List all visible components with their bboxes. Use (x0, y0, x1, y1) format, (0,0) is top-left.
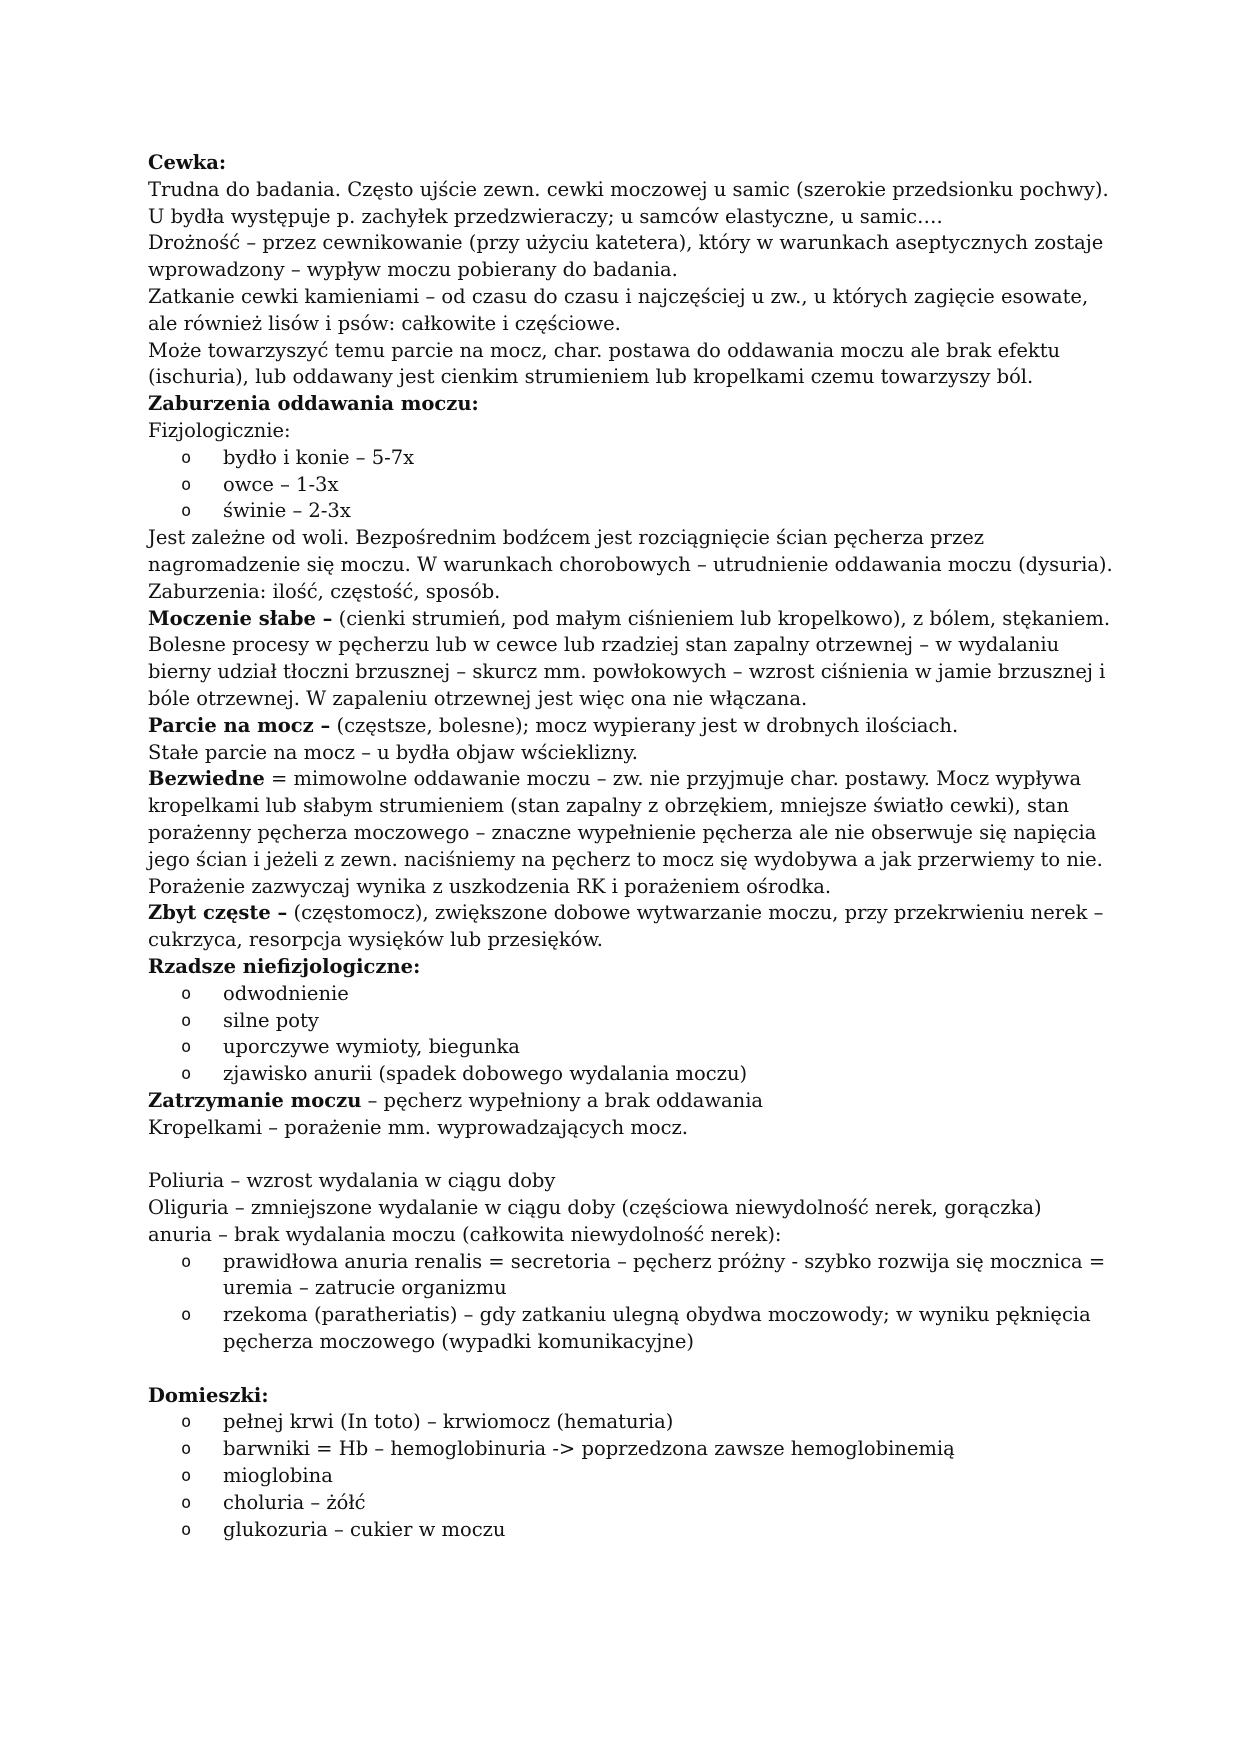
spacer (148, 1356, 1120, 1383)
paragraph: Fizjologicznie: (148, 418, 291, 442)
paragraph: Zatkanie cewki kamieniami – od czasu do czasu i najczęściej u zw., u których zagięcie esowate, ale również lisów i psów: całkowite i częściowe. (148, 284, 1089, 335)
list-item: o pełnej krwi (In toto) – krwiomocz (hematuria) (223, 1409, 1120, 1436)
list-item: o choluria – żółć (223, 1490, 1120, 1517)
paragraph: Trudna do badania. Często ujście zewn. cewki moczowej u samic (szerokie przedsionku pochwy). U bydła występuje p. zachyłek przedzwieraczy; u samców elastyczne, u samic…. (148, 177, 1109, 228)
term: Moczenie słabe – (148, 606, 333, 630)
term: Zbyt częste – (148, 901, 288, 925)
term-description: – pęcherz wypełniony a brak oddawania (361, 1088, 764, 1112)
list-item: o owce – 1-3x (223, 472, 1120, 499)
paragraph-moczenie-slabe (148, 606, 1120, 713)
paragraph-bezwiedne (148, 766, 1120, 900)
paragraph: Stałe parcie na mocz – u bydła objaw wścieklizny. (148, 740, 638, 764)
bullet-list-domieszki (148, 1409, 1120, 1543)
paragraph: anuria – brak wydalania moczu (całkowita niewydolność nerek): (148, 1222, 782, 1246)
paragraph-zatrzymanie (148, 1088, 1120, 1115)
list-item: o zjawisko anurii (spadek dobowego wydalania moczu) (223, 1061, 1120, 1088)
term-description: (cienki strumień, pod małym ciśnieniem lub kropelkowo), z bólem, stękaniem. Bolesne procesy w pęcherzu lub w cewce lub rzadziej stan zapalny otrzewnej – w wydalaniu bierny udział tłoczni brzusznej – skurcz mm. powłokowych – wzrost ciśnienia w jamie brzusznej i bóle otrzewnej. W zapaleniu otrzewnej jest więc ona nie włączana. (148, 606, 1111, 710)
term-description: = mimowolne oddawanie moczu – zw. nie przyjmuje char. postawy. Mocz wypływa kropelkami lub słabym strumieniem (stan zapalny z obrzękiem, mniejsze światło cewki), stan porażenny pęcherza moczowego – znaczne wypełnienie pęcherza ale nie obserwuje się napięcia jego ścian i jeżeli z zewn. naciśniemy na pęcherz to mocz się wydobywa a jak przerwiemy to nie. Porażenie zazwyczaj wynika z uszkodzenia RK i porażeniem ośrodka. (148, 767, 1103, 898)
spacer (148, 1141, 1120, 1168)
list-item: o prawidłowa anuria renalis = secretoria – pęcherz próżny - szybko rozwija się mocznica = uremia – zatrucie organizmu (223, 1249, 1120, 1303)
paragraph: Drożność – przez cewnikowanie (przy użyciu katetera), który w warunkach aseptycznych zostaje wprowadzony – wypływ moczu pobierany do badania. (148, 231, 1104, 282)
list-item: o rzekoma (paratheriatis) – gdy zatkaniu ulegną obydwa moczowody; w wyniku pęknięcia pęcherza moczowego (wypadki komunikacyjne) (223, 1302, 1120, 1356)
section-heading-zaburzenia: Zaburzenia oddawania moczu: (148, 392, 479, 416)
list-item: o świnie – 2-3x (223, 498, 1120, 525)
paragraph-parcie (148, 713, 1120, 740)
term: Zatrzymanie moczu (148, 1088, 362, 1112)
section-heading-cewka: Cewka: (148, 151, 227, 174)
term-description: (częstsze, bolesne); mocz wypierany jest w drobnych ilościach. (330, 713, 959, 737)
paragraph: Oliguria – zmniejszone wydalanie w ciągu doby (częściowa niewydolność nerek, gorączka) (148, 1196, 1042, 1220)
subheading-rzadsze: Rzadsze niefizjologiczne: (148, 954, 421, 978)
bullet-list-rzadsze (148, 981, 1120, 1088)
bullet-list-fizjologicznie (148, 445, 1120, 525)
list-item: o uporczywe wymioty, biegunka (223, 1034, 1120, 1061)
list-item: o barwniki = Hb – hemoglobinuria -> poprzedzona zawsze hemoglobinemią (223, 1436, 1120, 1463)
section-heading-domieszki: Domieszki: (148, 1383, 269, 1407)
list-item: o silne poty (223, 1008, 1120, 1035)
paragraph-zbyt-czeste (148, 900, 1120, 954)
list-item: o odwodnienie (223, 981, 1120, 1008)
bullet-list-anuria (148, 1249, 1120, 1356)
paragraph: Poliuria – wzrost wydalania w ciągu doby (148, 1169, 556, 1193)
paragraph: Kropelkami – porażenie mm. wyprowadzających mocz. (148, 1115, 688, 1139)
term-description: (częstomocz), zwiększone dobowe wytwarzanie moczu, przy przekrwieniu nerek – cukrzyca, resorpcja wysięków lub przesięków. (148, 901, 1104, 952)
paragraph: Może towarzyszyć temu parcie na mocz, char. postawa do oddawania moczu ale brak efektu (ischuria), lub oddawany jest cienkim strumieniem lub kropelkami czemu towarzyszy ból. (148, 338, 1061, 389)
paragraph: Jest zależne od woli. Bezpośrednim bodźcem jest rozciągnięcie ścian pęcherza przez nagromadzenie się moczu. W warunkach chorobowych – utrudnienie oddawania moczu (dysuria). Zaburzenia: ilość, częstość, sposób. (148, 526, 1113, 603)
list-item: o bydło i konie – 5-7x (223, 445, 1120, 472)
list-item: o glukozuria – cukier w moczu (223, 1517, 1120, 1544)
term: Parcie na mocz – (148, 713, 331, 737)
list-item: o mioglobina (223, 1463, 1120, 1490)
term: Bezwiedne (148, 767, 265, 791)
